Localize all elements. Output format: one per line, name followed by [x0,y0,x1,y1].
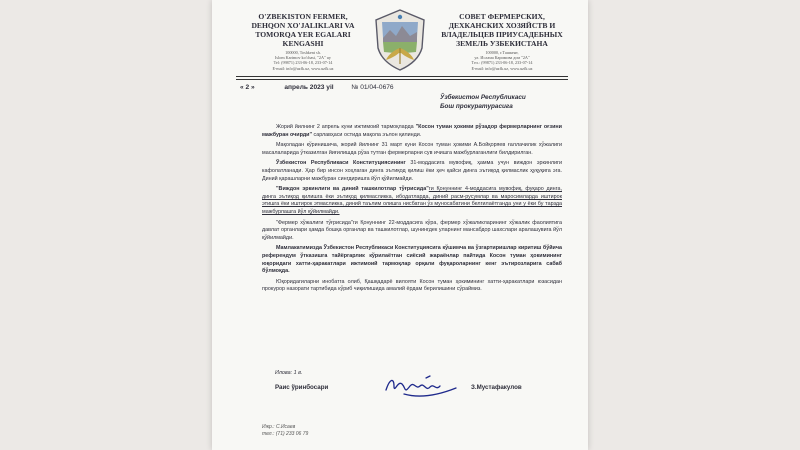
enclosure-note: Илова: 1 в. [275,370,303,376]
paragraph-2: Мақоладан кўринишича, жорий йилнинг 31 март куни Косон туман ҳокими А.Бойқоряев ғаллачилик хўжалиги масалаларида ўтказилган йиғилишда рўза тутган фермерларни сув ичишга мажбурлаганлиги билдирилган. [262,142,562,156]
paragraph-7: Юқоридагиларни инобатга олиб, Қашқадарё вилояти Косон туман ҳокимининг хатти-ҳаракатлари юзасидан прокурор назорати тартибида кўриб чиқилишида амалий ёрдам берилишини сўраймиз. [262,278,562,293]
paragraph-3: Ўзбекистон Республикаси Конституциясининг 31-моддасига мувофиқ, ҳамма учун виждон эркинлиги кафолатланади. Ҳар бир инсон хоҳлаган динга эътиқод қилиш ёки ҳеч қайси динга эътиқод қилмаслик ҳуқуқига эга. Диний қарашларни мажбуран сингдиришга йўл қўйилмайди. [262,160,562,182]
org-address-ru: 100000, г.Ташкент, ул. Ислама Каримова дом "2А" Тел.: (99871) 233-06-18, 233-07-14 E-mail: info@uzfk.uz, www.uzfk.uz [471,50,533,71]
org-name-ru: СОВЕТ ФЕРМЕРСКИХ, ДЕХКАНСКИХ ХОЗЯЙСТВ И ВЛАДЕЛЬЦЕВ ПРИУСАДЕБНЫХ ЗЕМЕЛЬ УЗБЕКИСТАНА [441,12,563,48]
council-emblem-icon [372,8,428,72]
header-rule-thick [236,76,568,77]
org-name-uz: O'ZBEKISTON FERMER, DEHQON XO'JALIKLARI VA TOMORQA YER EGALARI KENGASHI [251,12,355,48]
letter-date-number [240,84,394,91]
header-rule-thin [236,79,568,80]
letter-number: № 01/04-0676 [351,84,394,91]
recipient-block: Ўзбекистон Республикаси Бош прокуратурасига [440,94,526,110]
org-address-uz: 100000, Toshkent sh. Islom Karimov ko'chasi, "2A" uy Tel: (99871) 233-06-18, 233-07-14 E-mail: info@uzfk.uz, www.uzfk.uz [272,50,334,71]
letter-body [262,124,562,297]
paragraph-4: "Виждон эркинлиги ва диний ташкилотлар тўғрисида"ги Қонуннинг 4-моддасига мувофиқ, фуқаро динга, динга эътиқод қилишга ёки эътиқод қилмасликка, ибодатларда, диний расм-русумлар ва маросимларда иштирок этишга ёки иштирок этмасликка, диний таълим олишга нисбатан ўз муносабатини белгилаётганда уни у ёки бу тарзда мажбурлашга йўл қўйилмайди. [262,186,563,215]
org-header-uzbek [242,12,364,71]
org-header-russian [434,12,570,71]
signatory-position: Раис ўринбосари [275,384,329,391]
paragraph-6: Мамлакатимизда Ўзбекистон Республикаси Конституциясига кўшимча ва ўзгартиришлар киритиш бўйича референдум ўтказишга тайёргарлик кўрилаётган сиёсий жараёнлар пайтида Косон туман ҳокимининг юқоридаги хатти-ҳаракатлари ижтимоий тармоқлар орқали фуқароларнинг кенг эътирозларига сабаб бўлмоқда. [262,245,562,275]
executor-info: Ижр.: С.Исаев тел.: (71) 233 06 79 [262,424,309,437]
paragraph-1: Жорий йилнинг 2 апрель куни ижтимоий тармоқларда "Косон туман ҳокими рўзадор фермерларнинг оғзини мажбуран очирди" сарлавҳаси остида мақола эълон қилинди. [262,124,562,138]
handwritten-signature-icon [382,372,462,400]
letter-page [212,0,588,450]
signatory-name: З.Мустафакулов [471,384,522,391]
date-month-year: апрель 2023 yil [284,84,334,91]
date-day: « 2 » [240,84,255,91]
paragraph-5: "Фермер хўжалиги тўғрисида"ги Қонуннинг 22-моддасига кўра, фермер хўжаликларининг хўжалик фаолиятига давлат органлари ҳамда бошқа органлар ва ташкилотлар, шунингдек уларнинг мансабдор шахслари аралашувига йўл қўйилмайди. [262,219,562,241]
